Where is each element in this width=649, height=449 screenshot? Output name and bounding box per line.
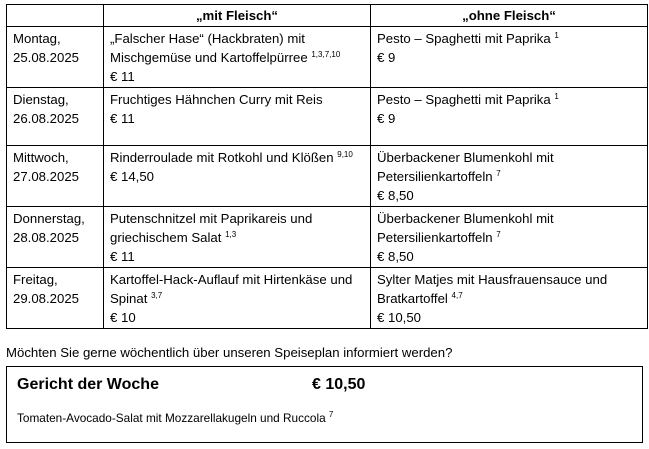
allergen-note: 3,7 <box>151 291 163 300</box>
veg-dish-cell <box>371 268 648 329</box>
allergen-note: 1 <box>554 92 559 101</box>
meat-dish-cell <box>104 146 371 207</box>
header-without-meat: „ohne Fleisch“ <box>371 5 648 27</box>
table-row <box>7 146 648 207</box>
table-row <box>7 207 648 268</box>
day-name: Dienstag, <box>13 92 69 107</box>
weekly-special-title: Gericht der Woche <box>17 376 159 393</box>
price: € 10 <box>110 310 136 325</box>
price: € 11 <box>110 69 135 84</box>
price: € 11 <box>110 249 135 264</box>
dish-text <box>110 29 364 67</box>
day-cell <box>7 207 104 268</box>
day-cell <box>7 88 104 146</box>
veg-dish-cell <box>371 207 648 268</box>
dish-text <box>377 29 641 48</box>
day-date: 28.08.2025 <box>13 230 80 245</box>
allergen-note: 7 <box>328 410 334 419</box>
table-row <box>7 268 648 329</box>
day-name: Donnerstag, <box>13 211 85 226</box>
dish-name: Fruchtiges Hähnchen Curry mit Reis <box>110 92 323 107</box>
dish-name: Sylter Matjes mit Hausfrauensauce und Bratkartoffel <box>377 272 608 306</box>
weekly-special-price: € 10,50 <box>312 376 366 393</box>
veg-dish-cell <box>371 88 648 146</box>
meat-dish-cell <box>104 207 371 268</box>
price: € 11 <box>110 111 135 126</box>
dish-text <box>110 209 364 247</box>
dish-text <box>377 90 641 109</box>
weekly-special-box <box>6 366 643 443</box>
table-row <box>7 27 648 88</box>
allergen-note: 9,10 <box>337 150 353 159</box>
dish-text <box>377 209 641 247</box>
price: € 10,50 <box>377 310 421 325</box>
price: € 14,50 <box>110 169 154 184</box>
allergen-note: 7 <box>496 230 501 239</box>
dish-name: Kartoffel-Hack-Auflauf mit Hirtenkäse und Spinat <box>110 272 353 306</box>
meat-dish-cell <box>104 268 371 329</box>
day-cell <box>7 268 104 329</box>
dish-name: Rinderroulade mit Rotkohl und Klößen <box>110 150 334 165</box>
weekly-special-dish <box>17 410 333 426</box>
day-cell <box>7 27 104 88</box>
dish-text <box>110 148 364 167</box>
price: € 8,50 <box>377 188 414 203</box>
day-date: 29.08.2025 <box>13 291 80 306</box>
meat-dish-cell <box>104 88 371 146</box>
weekly-menu-table <box>6 4 648 329</box>
dish-name: Überbackener Blumenkohl mit Petersilienkartoffeln <box>377 150 554 184</box>
dish-text <box>110 90 364 109</box>
veg-dish-cell <box>371 146 648 207</box>
dish-text <box>110 270 364 308</box>
veg-dish-cell <box>371 27 648 88</box>
allergen-note: 1 <box>554 31 559 40</box>
day-name: Mittwoch, <box>13 150 69 165</box>
header-day <box>7 5 104 27</box>
price: € 9 <box>377 50 396 65</box>
dish-name: Pesto – Spaghetti mit Paprika <box>377 92 551 107</box>
allergen-note: 1,3,7,10 <box>311 50 341 59</box>
table-row <box>7 88 648 146</box>
day-cell <box>7 146 104 207</box>
allergen-note: 4,7 <box>451 291 463 300</box>
day-date: 26.08.2025 <box>13 111 80 126</box>
header-row <box>7 5 648 27</box>
dish-text <box>377 270 641 308</box>
dish-text <box>377 148 641 186</box>
dish-name: Putenschnitzel mit Paprikareis und griechischem Salat <box>110 211 313 245</box>
day-date: 25.08.2025 <box>13 50 80 65</box>
price: € 8,50 <box>377 249 414 264</box>
dish-name: „Falscher Hase“ (Hackbraten) mit Mischgemüse und Kartoffelpürree <box>110 31 308 65</box>
allergen-note: 1,3 <box>225 230 237 239</box>
meat-dish-cell <box>104 27 371 88</box>
day-name: Montag, <box>13 31 61 46</box>
dish-name: Tomaten-Avocado-Salat mit Mozzarellakugeln und Ruccola <box>17 411 326 425</box>
day-name: Freitag, <box>13 272 58 287</box>
dish-name: Überbackener Blumenkohl mit Petersilienkartoffeln <box>377 211 554 245</box>
newsletter-question: Möchten Sie gerne wöchentlich über unseren Speiseplan informiert werden? <box>6 345 453 360</box>
header-with-meat: „mit Fleisch“ <box>104 5 371 27</box>
dish-name: Pesto – Spaghetti mit Paprika <box>377 31 551 46</box>
allergen-note: 7 <box>496 169 501 178</box>
day-date: 27.08.2025 <box>13 169 80 184</box>
price: € 9 <box>377 111 396 126</box>
